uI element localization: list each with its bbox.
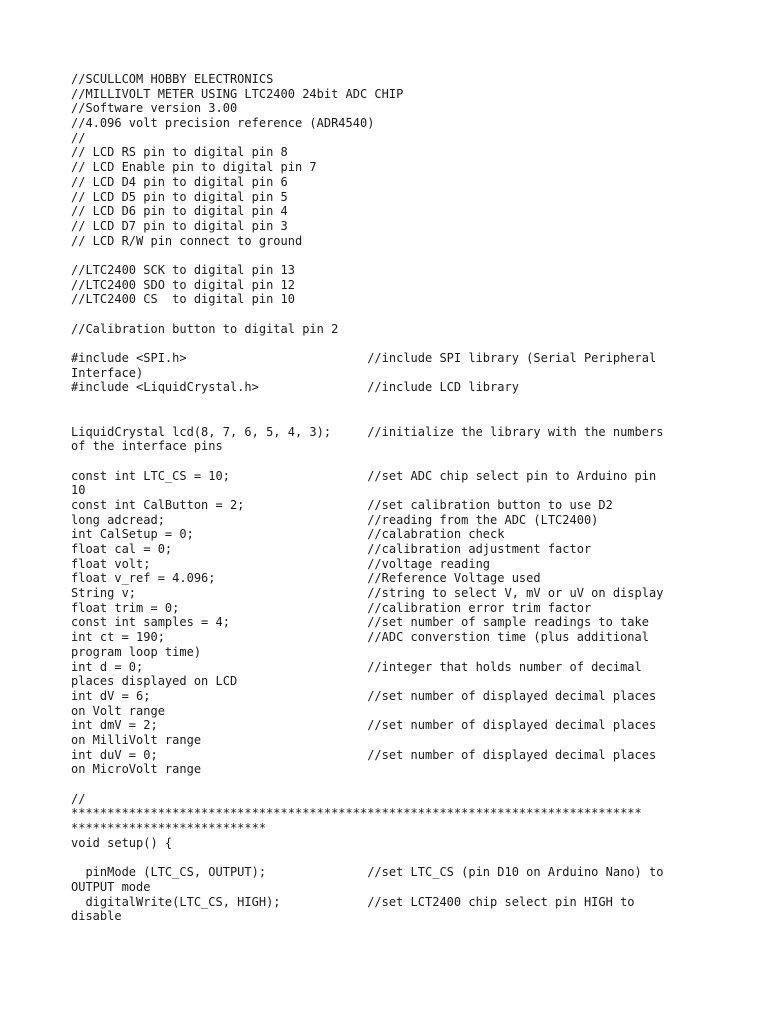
code-line: digitalWrite(LTC_CS, HIGH); //set LCT2400 chip select pin HIGH to — [71, 894, 635, 909]
code-line: // LCD D7 pin to digital pin 3 — [71, 218, 288, 233]
code-line: //LTC2400 SDO to digital pin 12 — [71, 277, 295, 292]
code-line: #include <SPI.h> //include SPI library (Serial Peripheral — [71, 351, 657, 366]
blank-line — [71, 248, 711, 263]
code-line: disable — [71, 909, 122, 924]
blank-line — [71, 454, 711, 469]
code-line: pinMode (LTC_CS, OUTPUT); //set LTC_CS (pin D10 on Arduino Nano) to — [71, 865, 664, 880]
blank-line — [71, 307, 711, 322]
code-line: float volt; //voltage reading — [71, 556, 491, 571]
code-line: int dmV = 2; //set number of displayed decimal places — [71, 718, 657, 733]
code-line: float cal = 0; //calibration adjustment factor — [71, 542, 592, 556]
blank-line — [71, 410, 711, 425]
code-line: 10 — [71, 483, 86, 498]
code-line: OUTPUT mode — [71, 879, 151, 894]
code-line: // LCD D6 pin to digital pin 4 — [71, 204, 288, 219]
code-line: const int LTC_CS = 10; //set ADC chip select pin to Arduino pin — [71, 468, 657, 483]
code-line: //MILLIVOLT METER USING LTC2400 24bit ADC CHIP — [71, 86, 404, 101]
blank-line — [71, 395, 711, 410]
code-line: // LCD R/W pin connect to ground — [71, 233, 303, 248]
code-line: //Calibration button to digital pin 2 — [71, 321, 339, 336]
code-line: on MicroVolt range — [71, 762, 202, 777]
code-line: void setup() { — [71, 835, 173, 850]
code-line: #include <LiquidCrystal.h> //include LCD library — [71, 380, 519, 395]
code-line: ******************************************************************************* — [71, 806, 642, 821]
code-line: const int CalButton = 2; //set calibration button to use D2 — [71, 497, 613, 512]
code-line: int CalSetup = 0; //calabration check — [71, 527, 505, 542]
code-line: of the interface pins — [71, 439, 223, 454]
code-line: //LTC2400 CS to digital pin 10 — [71, 292, 295, 307]
code-line: LiquidCrystal lcd(8, 7, 6, 5, 4, 3); //initialize the library with the numbers — [71, 424, 664, 439]
code-line: // LCD RS pin to digital pin 8 — [71, 145, 288, 160]
code-line: //Software version 3.00 — [71, 101, 238, 116]
code-line: int duV = 0; //set number of displayed decimal places — [71, 747, 657, 762]
code-line: on Volt range — [71, 703, 165, 718]
code-line: places displayed on LCD — [71, 674, 238, 689]
code-line: float trim = 0; //calibration error trim factor — [71, 600, 592, 615]
code-line: // LCD D4 pin to digital pin 6 — [71, 174, 288, 189]
code-line: // LCD D5 pin to digital pin 5 — [71, 189, 288, 204]
code-line: // — [71, 791, 86, 806]
code-line: *************************** — [71, 821, 267, 836]
code-line: //LTC2400 SCK to digital pin 13 — [71, 262, 295, 277]
code-line: int d = 0; //integer that holds number of decimal — [71, 659, 642, 674]
code-line: //4.096 volt precision reference (ADR4540) — [71, 116, 375, 131]
blank-line — [71, 777, 711, 792]
code-line: int ct = 190; //ADC converstion time (plus additional — [71, 630, 649, 645]
blank-line — [71, 850, 711, 865]
code-line: float v_ref = 4.096; //Reference Voltage used — [71, 571, 541, 586]
code-line: // — [71, 130, 86, 145]
code-document — [71, 72, 711, 924]
code-line: //SCULLCOM HOBBY ELECTRONICS — [71, 72, 274, 86]
code-line: on MilliVolt range — [71, 732, 202, 747]
code-line: const int samples = 4; //set number of sample readings to take — [71, 615, 649, 630]
blank-line — [71, 336, 711, 351]
code-line: program loop time) — [71, 644, 202, 659]
code-line: String v; //string to select V, mV or uV on display — [71, 586, 664, 601]
code-line: int dV = 6; //set number of displayed decimal places — [71, 688, 657, 703]
code-line: Interface) — [71, 365, 144, 380]
code-line: // LCD Enable pin to digital pin 7 — [71, 160, 317, 175]
code-line: long adcread; //reading from the ADC (LTC2400) — [71, 512, 599, 527]
